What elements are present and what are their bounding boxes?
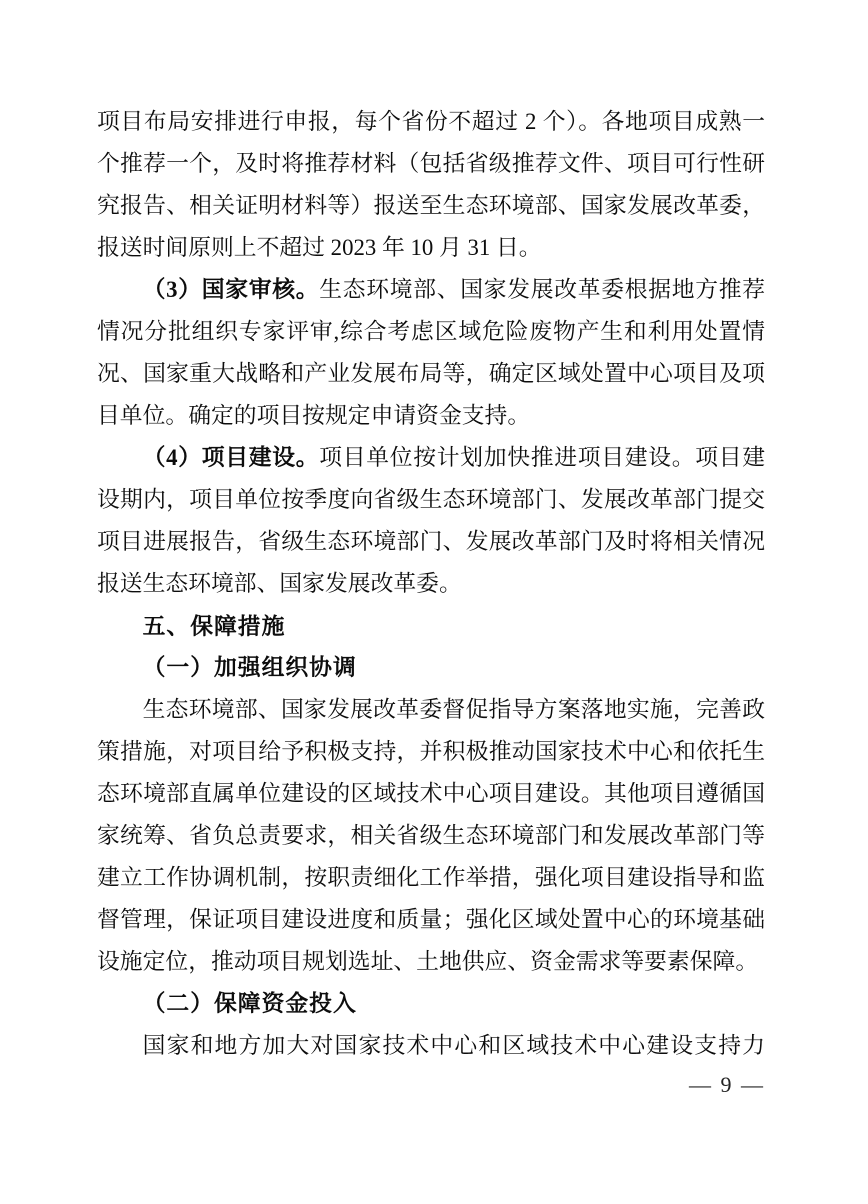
paragraph-coordination-details: 生态环境部、国家发展改革委督促指导方案落地实施，完善政策措施，对项目给予积极支持，并积极推动国家技术中心和依托生态环境部直属单位建设的区域技术中心项目建设。其他项目遵循国家统筹、省负总责要求，相关省级生态环境部门和发展改革部门等建立工作协调机制，按职责细化工作举措，强化项目建设指导和监督管理，保证项目建设进度和质量；强化区域处置中心的环境基础设施定位，推动项目规划选址、土地供应、资金需求等要素保障。 bbox=[97, 697, 765, 974]
heading-subsection-1-strengthen-coordination: （一）加强组织协调 bbox=[142, 655, 357, 680]
page-footer bbox=[97, 1072, 765, 1098]
document-body bbox=[97, 101, 765, 1067]
paragraph-funding-support: 国家和地方加大对国家技术中心和区域技术中心建设支持力 bbox=[142, 1033, 765, 1058]
paragraph-bold-lead: （4）项目建设。 bbox=[142, 445, 320, 470]
paragraph-bold-lead: （3）国家审核。 bbox=[142, 277, 320, 302]
heading-subsection-2-funding-guarantee: （二）保障资金投入 bbox=[142, 991, 357, 1016]
heading-section-5-safeguard-measures: 五、保障措施 bbox=[142, 613, 286, 639]
paragraph-project-construction: （4）项目建设。项目单位按计划加快推进项目建设。项目建设期内，项目单位按季度向省级生态环境部门、发展改革部门提交项目进展报告，省级生态环境部门、发展改革部门及时将相关情况报送生态环境部、国家发展改革委。 bbox=[97, 445, 765, 596]
paragraph-national-review: （3）国家审核。生态环境部、国家发展改革委根据地方推荐情况分批组织专家评审,综合考虑区域危险废物产生和利用处置情况、国家重大战略和产业发展布局等，确定区域处置中心项目及项目单位。确定的项目按规定申请资金支持。 bbox=[97, 277, 765, 428]
paragraph-application-submission: 项目布局安排进行申报，每个省份不超过 2 个）。各地项目成熟一个推荐一个，及时将推荐材料（包括省级推荐文件、项目可行性研究报告、相关证明材料等）报送至生态环境部、国家发展改革委，报送时间原则上不超过 2023 年 10 月 31 日。 bbox=[97, 109, 765, 260]
page-number: — 9 — bbox=[689, 1072, 765, 1097]
